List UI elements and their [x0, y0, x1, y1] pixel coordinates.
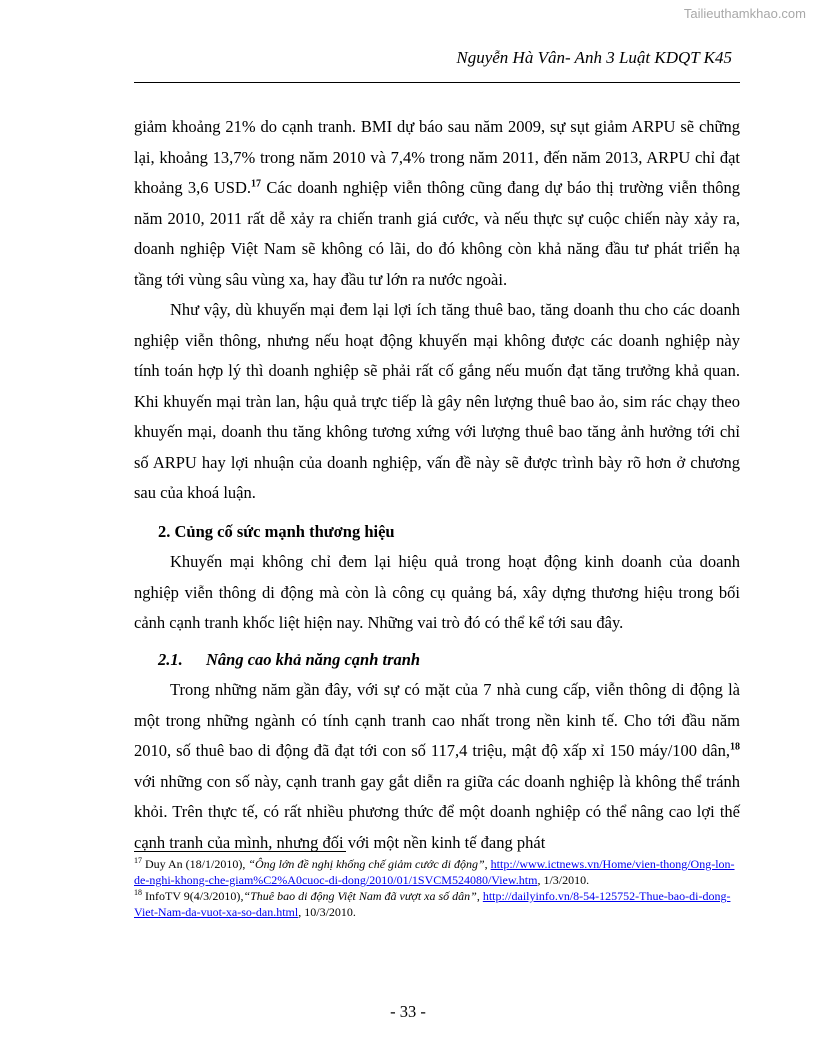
footnote-title: ,“Thuê bao di động Việt Nam đã vượt xa số dân”	[240, 889, 477, 903]
paragraph-brand: Khuyến mại không chỉ đem lại hiệu quả trong hoạt động kinh doanh của doanh nghiệp viễn thông di động mà còn là công cụ quảng bá, xây dựng thương hiệu trong bối cảnh cạnh tranh khốc liệt hiện nay. Những vai trò đó có thể kể tới sau đây.	[134, 552, 740, 632]
subsection-number: 2.1.	[158, 649, 183, 669]
paragraph-promotion-effects: Như vậy, dù khuyến mại đem lại lợi ích tăng thuê bao, tăng doanh thu cho các doanh nghiệp viễn thông, nhưng nếu hoạt động khuyến mại không được các doanh nghiệp này tính toán hợp lý thì doanh nghiệp sẽ phải rất cố gắng nếu muốn đạt tăng trưởng khả quan. Khi khuyến mại tràn lan, hậu quả trực tiếp là gây nên lượng thuê bao ảo, sim rác chạy theo khuyến mại, doanh thu tăng không tương xứng với lượng thuê bao tăng ảnh hưởng tới chỉ số ARPU hay lợi nhuận của doanh nghiệp, vấn đề này sẽ được trình bày rõ hơn ở chương sau của khoá luận.	[134, 300, 740, 502]
footnote-18	[134, 888, 740, 920]
footnote-ref-17[interactable]: 17	[251, 178, 261, 190]
subsection-title: Nâng cao khả năng cạnh tranh	[206, 649, 421, 669]
paragraph-text: giảm khoảng 21% do cạnh tranh. BMI dự báo sau năm 2009, sự sụt giảm ARPU sẽ chững lại, khoảng 13,7% trong năm 2010 và 7,4% trong năm 2011, đến năm 2013, ARPU chỉ đạt khoảng 3,6 USD.	[134, 117, 740, 197]
footnote-number: 17	[134, 856, 142, 865]
footnote-author: Duy An (18/1/2010),	[142, 857, 249, 871]
watermark: Tailieuthamkhao.com	[683, 6, 806, 21]
footnote-ref-18[interactable]: 18	[730, 741, 740, 753]
running-header: Nguyễn Hà Vân- Anh 3 Luật KDQT K45	[456, 48, 732, 67]
paragraph-text: với những con số này, cạnh tranh gay gắt diễn ra giữa các doanh nghiệp là không thể tránh khỏi. Trên thực tế, có rất nhiều phương thức để một doanh nghiệp có thể nâng cao lợi thế cạnh tranh của mình, nhưng đối với một nền kinh tế đang phát	[134, 771, 740, 852]
footnote-sep: ,	[484, 857, 491, 871]
footnote-rule	[134, 851, 346, 852]
paragraph-competition	[134, 675, 740, 858]
footnote-number: 18	[134, 888, 142, 897]
footnote-link[interactable]: http://dailyinfo.vn/8-54-125752-Thue-bao-di-dong-Viet-Nam-da-vuot-xa-so-dan.html	[134, 889, 731, 919]
paragraph-text: Các doanh nghiệp viễn thông cũng đang dự báo thị trường viễn thông năm 2010, 2011 rất dễ xảy ra chiến tranh giá cước, và nếu thực sự cuộc chiến này xảy ra, doanh nghiệp Việt Nam sẽ không có lãi, do đó không còn khả năng đầu tư phát triển hạ tầng tới vùng sâu vùng xa, hay đầu tư lớn ra nước ngoài.	[134, 178, 740, 289]
footnote-date: , 10/3/2010.	[298, 905, 356, 919]
footnotes	[134, 856, 740, 920]
footnote-date: , 1/3/2010.	[537, 873, 590, 887]
subsection-heading	[134, 639, 740, 676]
footnote-link[interactable]: http://www.ictnews.vn/Home/vien-thong/Ong-lon-de-nghi-khong-che-giam%C2%A0cuoc-di-dong/2010/01/1SVCM524080/View.htm	[134, 857, 735, 887]
footnote-title: “Ông lớn đề nghị khống chế giảm cước di động”	[248, 857, 485, 871]
body-text	[134, 112, 740, 858]
paragraph-arpu	[134, 112, 740, 295]
paragraph-text: Trong những năm gần đây, với sự có mặt của 7 nhà cung cấp, viễn thông di động là một trong những ngành có tính cạnh tranh cao nhất trong nền kinh tế. Cho tới đầu năm 2010, số thuê bao di động đã đạt tới con số 117,4 triệu, mật độ xấp xỉ 150 máy/100 dân,	[134, 680, 740, 760]
footnote-sep: ,	[476, 889, 483, 903]
section-heading: 2. Củng cố sức mạnh thương hiệu	[158, 521, 395, 541]
footnote-author: InfoTV 9(4/3/2010)	[142, 889, 241, 903]
page-number: - 33 -	[390, 1002, 426, 1021]
header-rule	[134, 82, 740, 83]
footnote-17	[134, 856, 740, 888]
